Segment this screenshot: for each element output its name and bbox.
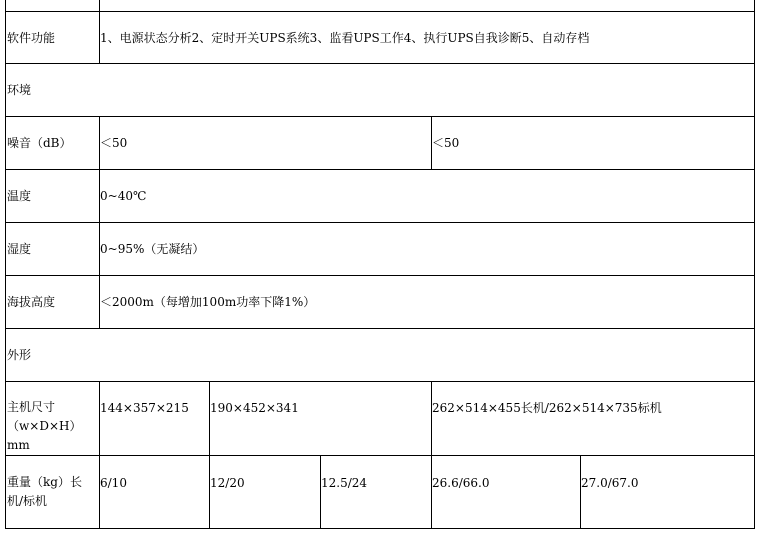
dimensions-value-b: 190×452×341	[210, 401, 299, 415]
weight-value-4: 26.6/66.0	[432, 476, 490, 490]
row-divider	[5, 381, 755, 382]
row-divider	[5, 116, 755, 117]
table-border-bottom	[5, 528, 755, 529]
row-divider	[5, 455, 755, 456]
row-divider	[5, 275, 755, 276]
weight-value-2: 12/20	[210, 476, 245, 490]
row-divider	[5, 222, 755, 223]
altitude-label: 海拔高度	[7, 295, 56, 309]
table-border-right	[754, 0, 755, 529]
weight-label: 重量（kg）长机/标机	[7, 475, 82, 508]
appearance-section-title: 外形	[7, 348, 32, 362]
table-border-top	[5, 11, 755, 12]
environment-section-title: 环境	[7, 83, 32, 97]
altitude-value: ＜2000m（每增加100m功率下降1%）	[100, 295, 316, 309]
humidity-label: 湿度	[7, 242, 32, 256]
weight-value-1: 6/10	[100, 476, 127, 490]
temperature-value: 0~40℃	[100, 189, 147, 203]
dimensions-label: 主机尺寸（w×D×H）mm	[7, 400, 82, 452]
row-divider	[5, 328, 755, 329]
weight-value-5: 27.0/67.0	[581, 476, 639, 490]
humidity-value: 0~95%（无凝结）	[100, 242, 205, 256]
noise-value-b: ＜50	[432, 136, 460, 150]
software-label: 软件功能	[7, 31, 56, 45]
row-divider	[5, 63, 755, 64]
dimensions-value-a: 144×357×215	[100, 401, 189, 415]
temperature-label: 温度	[7, 189, 32, 203]
noise-value-a: ＜50	[100, 136, 128, 150]
weight-value-3: 12.5/24	[321, 476, 368, 490]
dimensions-value-c: 262×514×455长机/262×514×735标机	[432, 401, 662, 415]
software-value: 1、电源状态分析2、定时开关UPS系统3、监看UPS工作4、执行UPS自我诊断5、自动存档	[100, 31, 590, 45]
row-divider	[5, 169, 755, 170]
table-border-left	[5, 0, 6, 529]
noise-label: 噪音（dB）	[7, 136, 72, 150]
